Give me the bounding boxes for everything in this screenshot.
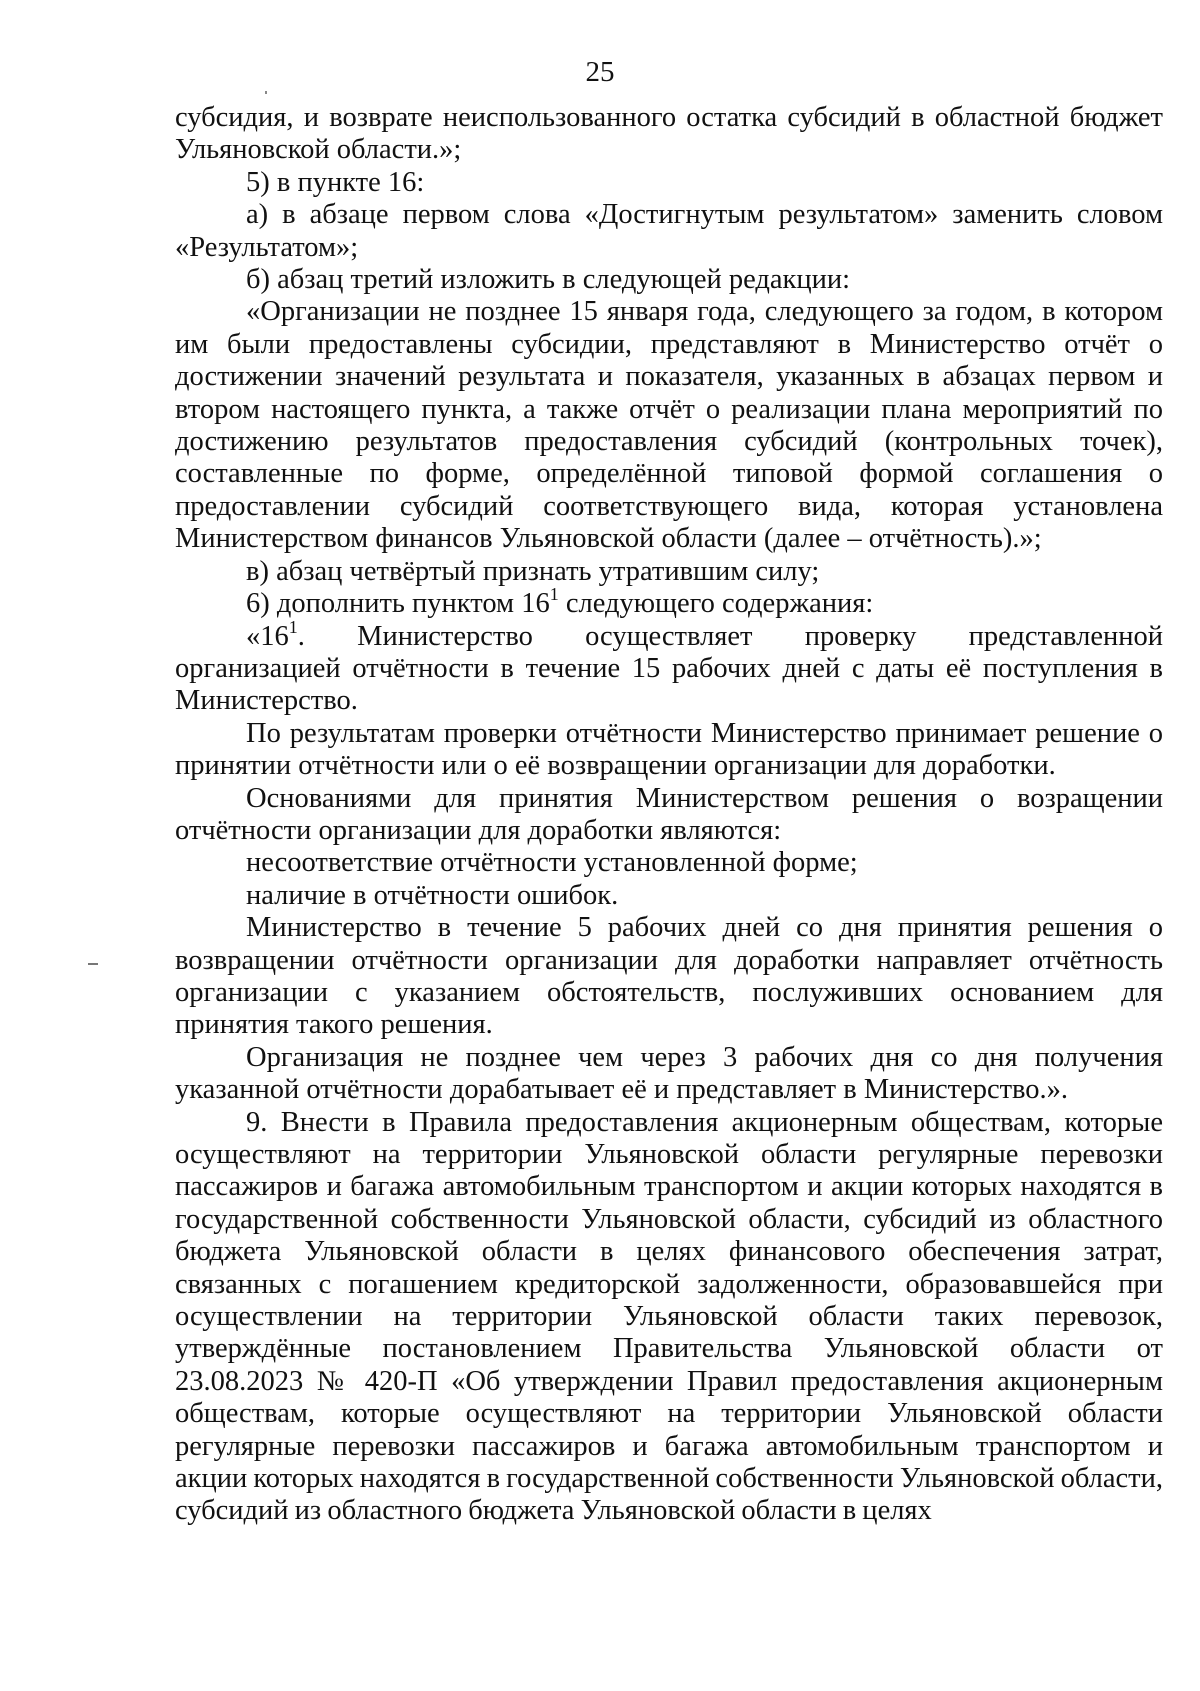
- paragraph-3: а) в абзаце первом слова «Достигнутым результатом» заменить словом «Результатом»;: [175, 199, 1163, 263]
- paragraph-1: субсидия, и возврате неиспользованного остатка субсидий в областной бюджет Ульяновской области.»;: [175, 102, 1163, 166]
- item16-1-superscript: 1: [288, 616, 298, 637]
- paragraph-13: 9. Внести в Правила предоставления акционерным обществам, которые осуществляют на территории Ульяновской области регулярные перевозки пассажиров и багажа автомобильным транспортом и акции которых находятся в государственной собственности Ульяновской области, субсидий из областного бюджета Ульяновской области в целях финансового обеспечения затрат, связанных с погашением кредиторской задолженности, образовавшейся при осуществлении на территории Ульяновской области таких перевозок, утверждённые постановлением Правительства Ульяновской области от 23.08.2023 № 420-П «Об утверждении Правил предоставления акционерным обществам, которые осуществляют на территории Ульяновской области регулярные перевозки пассажиров и багажа автомобильным транспортом и акции которых находятся в государственной собственности Ульяновской области, субсидий из областного бюджета Ульяновской области в целях: [175, 1106, 1163, 1527]
- paragraph-5: «Организации не позднее 15 января года, следующего за годом, в котором им были предоставлены субсидии, представляют в Министерство отчёт о достижении значений результата и показателя, указанных в абзацах первом и втором настоящего пункта, а также отчёт о реализации плана мероприятий по достижению результатов предоставления субсидий (контрольных точек), составленные по форме, определённой типовой формой соглашения о предоставлении субсидий соответствующего вида, которая установлена Министерством финансов Ульяновской области (далее – отчётность).»;: [175, 296, 1163, 555]
- item16-1-line1-rest: . Министерство осуществляет проверку представленной: [297, 620, 1163, 652]
- page-number: 25: [585, 56, 615, 88]
- item6-after: следующего содержания:: [558, 588, 874, 620]
- item6-superscript: 1: [549, 584, 559, 605]
- scan-dot-mark: [265, 91, 267, 94]
- margin-mark: [88, 963, 98, 965]
- paragraph-16-1-first-line: [175, 616, 1163, 653]
- paragraph-16-1-rest: организацией отчётности в течение 15 рабочих дней с даты её поступления в Министерство.: [175, 652, 1163, 717]
- paragraph-9: несоответствие отчётности установленной форме;: [246, 847, 858, 879]
- item6-before: 6) дополнить пунктом 16: [246, 588, 550, 620]
- paragraph-10: наличие в отчётности ошибок.: [246, 879, 619, 911]
- document-body: [175, 102, 1163, 1528]
- paragraph-item-6: [175, 584, 1163, 620]
- paragraph-12: Организация не позднее чем через 3 рабочих дня со дня получения указанной отчётности дорабатывает её и представляет в Министерство.».: [175, 1041, 1163, 1106]
- paragraph-2: 5) в пункте 16:: [246, 166, 425, 198]
- paragraph-8: Основаниями для принятия Министерством решения о возращении отчётности организации для доработки являются:: [175, 782, 1163, 846]
- paragraph-6: в) абзац четвёртый признать утратившим силу;: [246, 555, 820, 587]
- paragraph-11: Министерство в течение 5 рабочих дней со дня принятия решения о возвращении отчётности организации для доработки направляет отчётность организации с указанием обстоятельств, послуживших основанием для принятия такого решения.: [175, 912, 1163, 1041]
- paragraph-4: б) абзац третий изложить в следующей редакции:: [246, 264, 851, 296]
- paragraph-7: По результатам проверки отчётности Министерство принимает решение о принятии отчётности или о её возвращении организации для доработки.: [175, 717, 1163, 782]
- item16-1-open: «16: [246, 620, 289, 652]
